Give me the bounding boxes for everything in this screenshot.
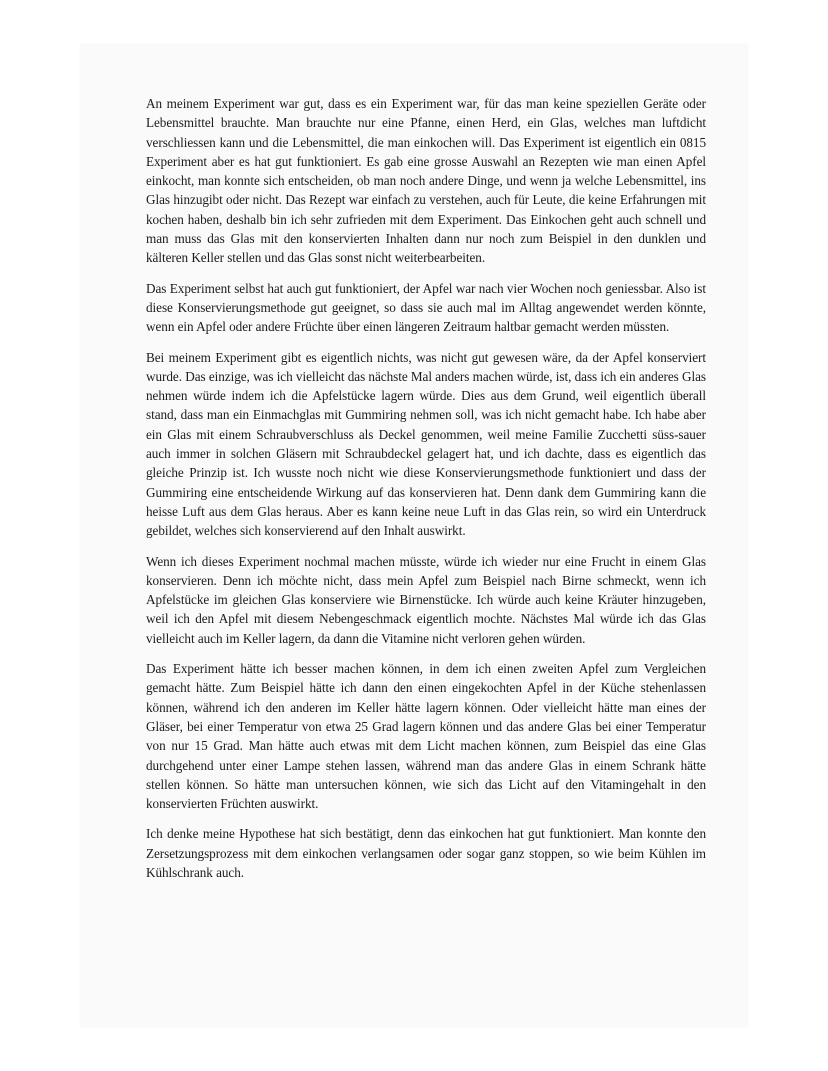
paragraph-3: Bei meinem Experiment gibt es eigentlich nichts, was nicht gut gewesen wäre, da der Apfel konserviert wurde. Das einzige, was ich vielleicht das nächste Mal anders machen würde, ist, dass ich ein anderes Glas nehmen würde indem ich die Apfelstücke lagern würde. Dies aus dem Grund, weil eigentlich überall stand, dass man ein Einmachglas mit Gummiring nehmen soll, was ich nicht gemacht habe. Ich habe aber ein Glas mit einem Schraubverschluss als Deckel genommen, weil meine Familie Zucchetti süss-sauer auch immer in solchen Gläsern mit Schraubdeckel gelagert hat, und ich dachte, dass es eigentlich das gleiche Prinzip ist. Ich wusste noch nicht wie diese Konservierungsmethode funktioniert und dass der Gummiring eine entscheidende Wirkung auf das konservieren hat. Denn dank dem Gummiring kann die heisse Luft aus dem Glas heraus. Aber es kann keine neue Luft in das Glas rein, so wird ein Unterdruck gebildet, welches sich konservierend auf den Inhalt auswirkt. [146, 349, 706, 539]
paragraph-4: Wenn ich dieses Experiment nochmal machen müsste, würde ich wieder nur eine Frucht in einem Glas konservieren. Denn ich möchte nicht, dass mein Apfel zum Beispiel nach Birne schmeckt, wenn ich Apfelstücke im gleichen Glas konserviere wie Birnenstücke. Ich würde auch keine Kräuter hinzugeben, weil ich den Apfel mit diesem Nebengeschmack eigentlich mochte. Nächstes Mal würde ich das Glas vielleicht auch im Keller lagern, da dann die Vitamine nicht verloren gehen würden. [146, 553, 706, 646]
paragraph-6: Ich denke meine Hypothese hat sich bestätigt, denn das einkochen hat gut funktioniert. Man konnte den Zersetzungsprozess mit dem einkochen verlangsamen oder sogar ganz stoppen, so wie beim Kühlen im Kühlschrank auch. [146, 826, 706, 880]
paragraph-1: An meinem Experiment war gut, dass es ein Experiment war, für das man keine speziellen Geräte oder Lebensmittel brauchte. Man brauchte nur eine Pfanne, einen Herd, ein Glas, welches man luftdicht verschliessen kann und die Lebensmittel, die man einkochen will. Das Experiment ist eigentlich ein 0815 Experiment aber es hat gut funktioniert. Es gab eine grosse Auswahl an Rezepten wie man einen Apfel einkocht, man konnte sich entscheiden, ob man noch andere Dinge, und wenn ja welche Lebensmittel, ins Glas hinzugibt oder nicht. Das Rezept war einfach zu verstehen, auch für Leute, die keine Erfahrungen mit kochen haben, deshalb bin ich sehr zufrieden mit dem Experiment. Das Einkochen geht auch schnell und man muss das Glas mit den konservierten Inhalten dann nur noch zum Beispiel in den dunklen und kälteren Keller stellen und das Glas sonst nicht weiterbearbeiten. [146, 96, 706, 266]
paragraph-5: Das Experiment hätte ich besser machen können, in dem ich einen zweiten Apfel zum Vergleichen gemacht hätte. Zum Beispiel hätte ich dann den einen eingekochten Apfel in der Küche stehenlassen können, während ich den anderen im Keller hätte lagern können. Oder vielleicht hätte man eines der Gläser, bei einer Temperatur von etwa 25 Grad lagern können und das andere Glas bei einer Temperatur von nur 15 Grad. Man hätte auch etwas mit dem Licht machen können, zum Beispiel das eine Glas durchgehend unter einer Lampe stehen lassen, während man das andere Glas in einem Schrank hätte stellen können. So hätte man untersuchen können, wie sich das Licht auf den Vitamingehalt in den konservierten Früchten auswirkt. [146, 661, 706, 812]
document-body [146, 94, 706, 893]
paragraph-2: Das Experiment selbst hat auch gut funktioniert, der Apfel war nach vier Wochen noch geniessbar. Also ist diese Konservierungsmethode gut geeignet, so dass sie auch mal im Alltag angewendet werden könnte, wenn ein Apfel oder andere Früchte über einen längeren Zeitraum haltbar gemacht werden müssten. [146, 280, 706, 335]
